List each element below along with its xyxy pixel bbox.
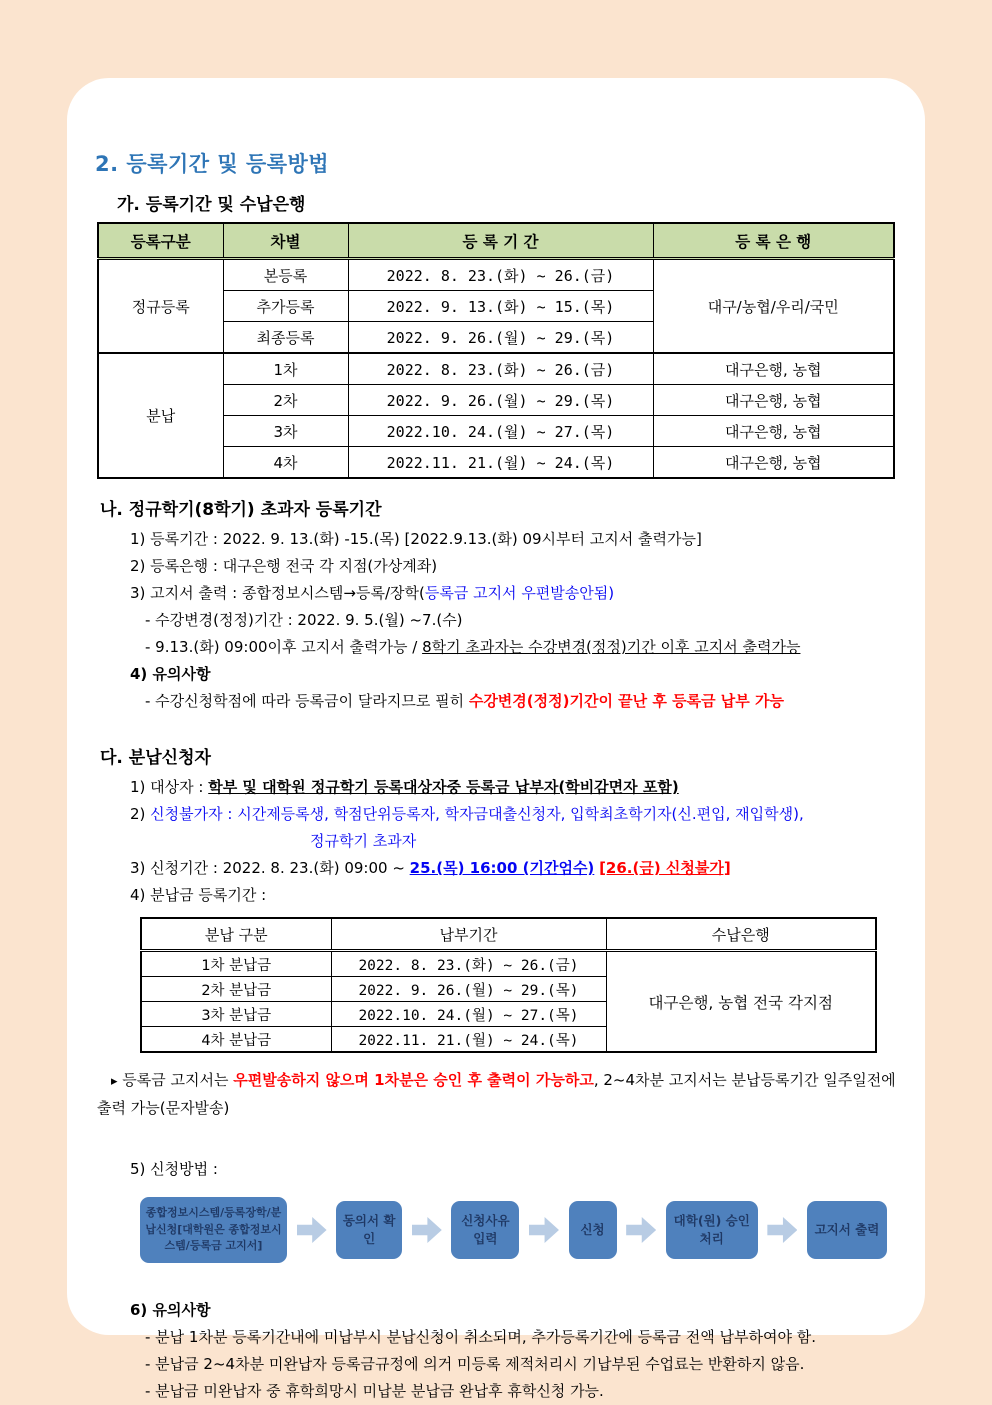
- table-cell: 최종등록: [223, 322, 348, 354]
- table-cell: 대구은행, 농협: [653, 353, 894, 385]
- notice-paragraph: [97, 1067, 909, 1122]
- section-c-item-6-sub: - 분납금 2~4차분 미완납자 등록금규정에 의거 미등록 제적처리시 기납부된 수업료는 반환하지 않음.: [145, 1355, 805, 1373]
- column-header: 등록구분: [98, 223, 223, 259]
- arrow-right-icon: [412, 1217, 442, 1243]
- section-c-item-2-line-2: 정규학기 초과자: [310, 832, 417, 850]
- flow-step-approval: 대학(원) 승인처리: [666, 1201, 758, 1259]
- table-cell: 2022.10. 24.(월) ~ 27.(목): [348, 416, 653, 447]
- document-sheet: [67, 78, 925, 1400]
- text: - 9.13.(화) 09:00이후 고지서 출력가능 /: [145, 638, 423, 656]
- triangle-bullet-icon: ▸: [111, 1074, 118, 1089]
- section-c-item-4: 4) 분납금 등록기간 :: [130, 886, 267, 904]
- table-row: [98, 353, 894, 385]
- column-header: 수납은행: [606, 918, 876, 951]
- table-row: [141, 951, 876, 977]
- section-b-item-1: 1) 등록기간 : 2022. 9. 13.(화) -15.(목) [2022.9.13.(화) 09시부터 고지서 출력가능]: [130, 530, 702, 548]
- text: 1) 대상자 :: [130, 778, 209, 796]
- section-c-item-6-sub: - 분납금 미완납자 중 휴학희망시 미납분 분납금 완납후 휴학신청 가능.: [145, 1382, 604, 1400]
- arrow-right-icon: [767, 1217, 797, 1243]
- page-title: 2. 등록기간 및 등록방법: [95, 152, 330, 176]
- emphasis-red-text: 우편발송하지 않으며 1차분은 승인 후 출력이 가능하고: [233, 1071, 594, 1089]
- table-cell: 4차 분납금: [141, 1027, 331, 1053]
- column-header: 납부기간: [331, 918, 606, 951]
- section-b-item-3-sub-2: [145, 634, 899, 661]
- column-header: 등 록 은 행: [653, 223, 894, 259]
- table-cell: 1차 분납금: [141, 951, 331, 977]
- emphasis-red-text: 수강변경(정정)기간이 끝난 후 등록금 납부 가능: [468, 692, 784, 710]
- underlined-text: 8학기 초과자는 수강변경(정정)기간 이후 고지서 출력가능: [422, 638, 801, 656]
- text: , 2~4차분 고지서는 분납등록기간 일주일전에 출력 가능(문자발송): [97, 1071, 896, 1117]
- flow-step-print: 고지서 출력: [807, 1201, 887, 1259]
- flow-step-reason: 신청사유 입력: [451, 1201, 519, 1259]
- arrow-right-icon: [626, 1217, 656, 1243]
- arrow-right-icon: [297, 1217, 327, 1243]
- section-c-item-1: [130, 774, 899, 801]
- section-c-item-3: [130, 855, 899, 882]
- table-cell: 2022. 8. 23.(화) ~ 26.(금): [331, 951, 606, 977]
- table-cell: 2022. 9. 26.(월) ~ 29.(목): [331, 977, 606, 1002]
- bold-underlined-text: 학부 및 대학원 정규학기 등록대상자중 등록금 납부자(학비감면자 포함): [208, 778, 679, 796]
- section-b-item-3: [130, 580, 899, 607]
- flow-step-system: 종합정보시스템/등록장학/분납신청[대학원은 종합정보시스템/등록금 고지서]: [140, 1197, 287, 1263]
- table-cell: 대구/농협/우리/국민: [653, 259, 894, 354]
- column-header: 차별: [223, 223, 348, 259]
- table-cell: 2022. 9. 13.(화) ~ 15.(목): [348, 291, 653, 322]
- table-cell: 대구은행, 농협 전국 각지점: [606, 951, 876, 1053]
- emphasis-blue-underlined-text: 25.(목) 16:00 (기간엄수): [409, 859, 595, 877]
- table-cell: 4차: [223, 447, 348, 479]
- section-b-item-2: 2) 등록은행 : 대구은행 전국 각 지점(가상계좌): [130, 557, 438, 575]
- installment-period-table: [140, 917, 877, 1053]
- section-c-item-6-sub: - 분납 1차분 등록기간내에 미납부시 분납신청이 취소되며, 추가등록기간에 등록금 전액 납부하여야 함.: [145, 1328, 817, 1346]
- table-cell: 대구은행, 농협: [653, 385, 894, 416]
- section-c-heading: 다. 분납신청자: [100, 748, 211, 768]
- section-c-item-6: 6) 유의사항: [130, 1301, 211, 1319]
- table-cell: 추가등록: [223, 291, 348, 322]
- section-c-item-2: [130, 801, 899, 828]
- text: - 수강신청학점에 따라 등록금이 달라지므로 필히: [145, 692, 469, 710]
- table-cell: 2차: [223, 385, 348, 416]
- table-header-row: [98, 223, 894, 259]
- table-cell: 2022.11. 21.(월) ~ 24.(목): [348, 447, 653, 479]
- section-c-item-5: 5) 신청방법 :: [130, 1160, 218, 1178]
- application-flowchart: [140, 1197, 887, 1263]
- section-b-item-4: 4) 유의사항: [130, 665, 211, 683]
- table-cell: 대구은행, 농협: [653, 447, 894, 479]
- table-cell: 3차 분납금: [141, 1002, 331, 1027]
- section-b-heading: 나. 정규학기(8학기) 초과자 등록기간: [100, 500, 382, 520]
- table-cell: 2022.11. 21.(월) ~ 24.(목): [331, 1027, 606, 1053]
- emphasis-blue-text: 신청불가자 : 시간제등록생, 학점단위등록자, 학자금대출신청자, 입학최초학기자(신.편입, 재입학생),: [150, 805, 804, 823]
- text: 2): [130, 805, 151, 823]
- text: 3) 고지서 출력 : 종합정보시스템→등록/장학(: [130, 584, 425, 602]
- section-b-item-3-sub-1: - 수강변경(정정)기간 : 2022. 9. 5.(월) ~7.(수): [145, 611, 463, 629]
- table-cell: 1차: [223, 353, 348, 385]
- flow-step-apply: 신청: [569, 1201, 617, 1259]
- table-cell: 2022. 9. 26.(월) ~ 29.(목): [348, 385, 653, 416]
- table-cell: 2차 분납금: [141, 977, 331, 1002]
- section-b-item-4-sub: [145, 688, 899, 715]
- column-header: 등 록 기 간: [348, 223, 653, 259]
- flow-step-consent: 동의서 확인: [336, 1201, 402, 1259]
- table-cell: 정규등록: [98, 259, 223, 354]
- text: 3) 신청기간 : 2022. 8. 23.(화) 09:00 ~: [130, 859, 410, 877]
- table-cell: 본등록: [223, 259, 348, 291]
- emphasis-red-underlined-text: [26.(금) 신청불가]: [599, 859, 731, 877]
- table-cell: 2022.10. 24.(월) ~ 27.(목): [331, 1002, 606, 1027]
- table-cell: 2022. 8. 23.(화) ~ 26.(금): [348, 259, 653, 291]
- registration-period-table: [97, 222, 895, 479]
- text: 등록금 고지서는: [117, 1071, 234, 1089]
- table-cell: 2022. 8. 23.(화) ~ 26.(금): [348, 353, 653, 385]
- section-a-heading: 가. 등록기간 및 수납은행: [117, 195, 306, 215]
- table-row: [98, 259, 894, 291]
- arrow-right-icon: [529, 1217, 559, 1243]
- column-header: 분납 구분: [141, 918, 331, 951]
- table-cell: 3차: [223, 416, 348, 447]
- table-cell: 분납: [98, 353, 223, 478]
- emphasis-blue-text: 등록금 고지서 우편발송안됨): [424, 584, 615, 602]
- table-header-row: [141, 918, 876, 951]
- table-cell: 대구은행, 농협: [653, 416, 894, 447]
- table-cell: 2022. 9. 26.(월) ~ 29.(목): [348, 322, 653, 354]
